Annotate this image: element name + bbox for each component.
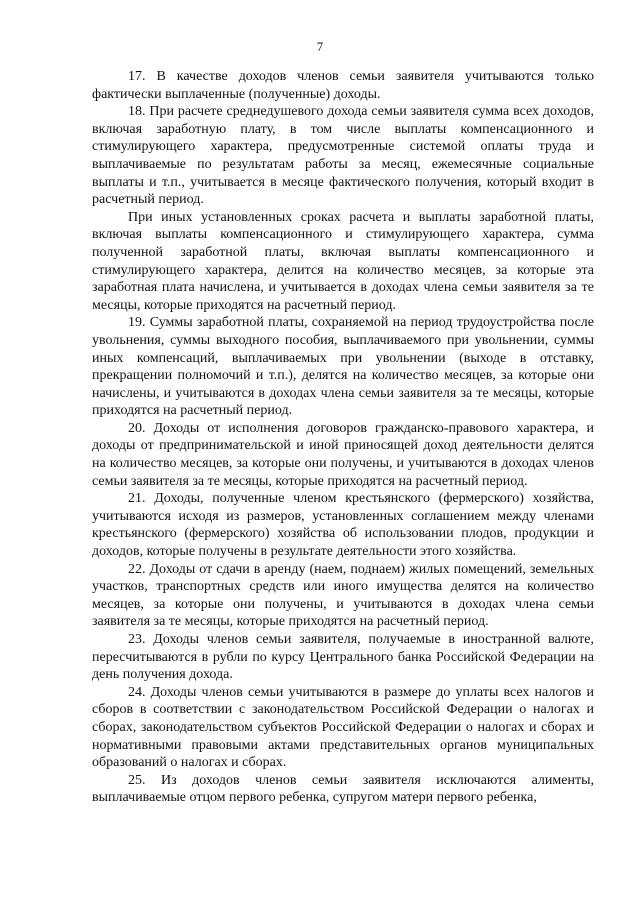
paragraph-22: 22. Доходы от сдачи в аренду (наем, поднаем) жилых помещений, земельных участков, транспортных средств или иного имущества делятся на количество месяцев, за которые они получены, и учитываются в доходах члена семьи заявителя за те месяцы, которые приходятся на расчетный период. [92,561,594,630]
paragraph-21: 21. Доходы, полученные членом крестьянского (фермерского) хозяйства, учитываются исходя из размеров, установленных соглашением между членами крестьянского (фермерского) хозяйства об использовании плодов, продукции и доходов, которые получены в результате деятельности этого хозяйства. [92,491,594,560]
document-body [92,68,594,807]
paragraph-20: 20. Доходы от исполнения договоров гражданско-правового характера, и доходы от предпринимательской и иной приносящей доход деятельности делятся на количество месяцев, за которые они получены, и учитываются в доходах членов семьи заявителя за те месяцы, которые приходятся на расчетный период. [92,420,594,489]
paragraph-18: 18. При расчете среднедушевого дохода семьи заявителя сумма всех доходов, включая заработную плату, в том числе выплаты компенсационного и стимулирующего характера, предусмотренные системой оплаты труда и выплачиваемые по результатам работы за месяц, ежемесячные социальные выплаты и т.п., учитывается в месяце фактического получения, который входит в расчетный период. [92,104,594,208]
paragraph-23: 23. Доходы членов семьи заявителя, получаемые в иностранной валюте, пересчитываются в рубли по курсу Центрального банка Российской Федерации на день получения дохода. [92,632,594,683]
paragraph-19: 19. Суммы заработной платы, сохраняемой на период трудоустройства после увольнения, суммы выходного пособия, выплачиваемого при увольнении, суммы иных компенсаций, выплачиваемых при увольнении (выходе в отставку, прекращении полномочий и т.п.), делятся на количество месяцев, за которые они начислены, и учитываются в доходах члена семьи заявителя за те месяцы, которые приходятся на расчетный период. [92,315,594,419]
paragraph-25: 25. Из доходов членов семьи заявителя исключаются алименты, выплачиваемые отцом первого ребенка, супругом матери первого ребенка, [92,772,594,806]
page-number: 7 [316,40,324,54]
paragraph-24: 24. Доходы членов семьи учитываются в размере до уплаты всех налогов и сборов в соответствии с законодательством Российской Федерации о налогах и сборах, законодательством субъектов Российской Федерации о налогах и сборах и нормативными правовыми актами представительных органов муниципальных образований о налогах и сборах. [92,684,594,771]
paragraph-18-continued: При иных установленных сроках расчета и выплаты заработной платы, включая выплаты компенсационного и стимулирующего характера, сумма полученной заработной платы, включая выплаты компенсационного и стимулирующего характера, делится на количество месяцев, за которые эта заработная плата начислена, и учитывается в доходах члена семьи заявителя за те месяцы, которые приходятся на расчетный период. [92,209,594,313]
paragraph-17: 17. В качестве доходов членов семьи заявителя учитываются только фактически выплаченные (полученные) доходы. [92,69,594,102]
